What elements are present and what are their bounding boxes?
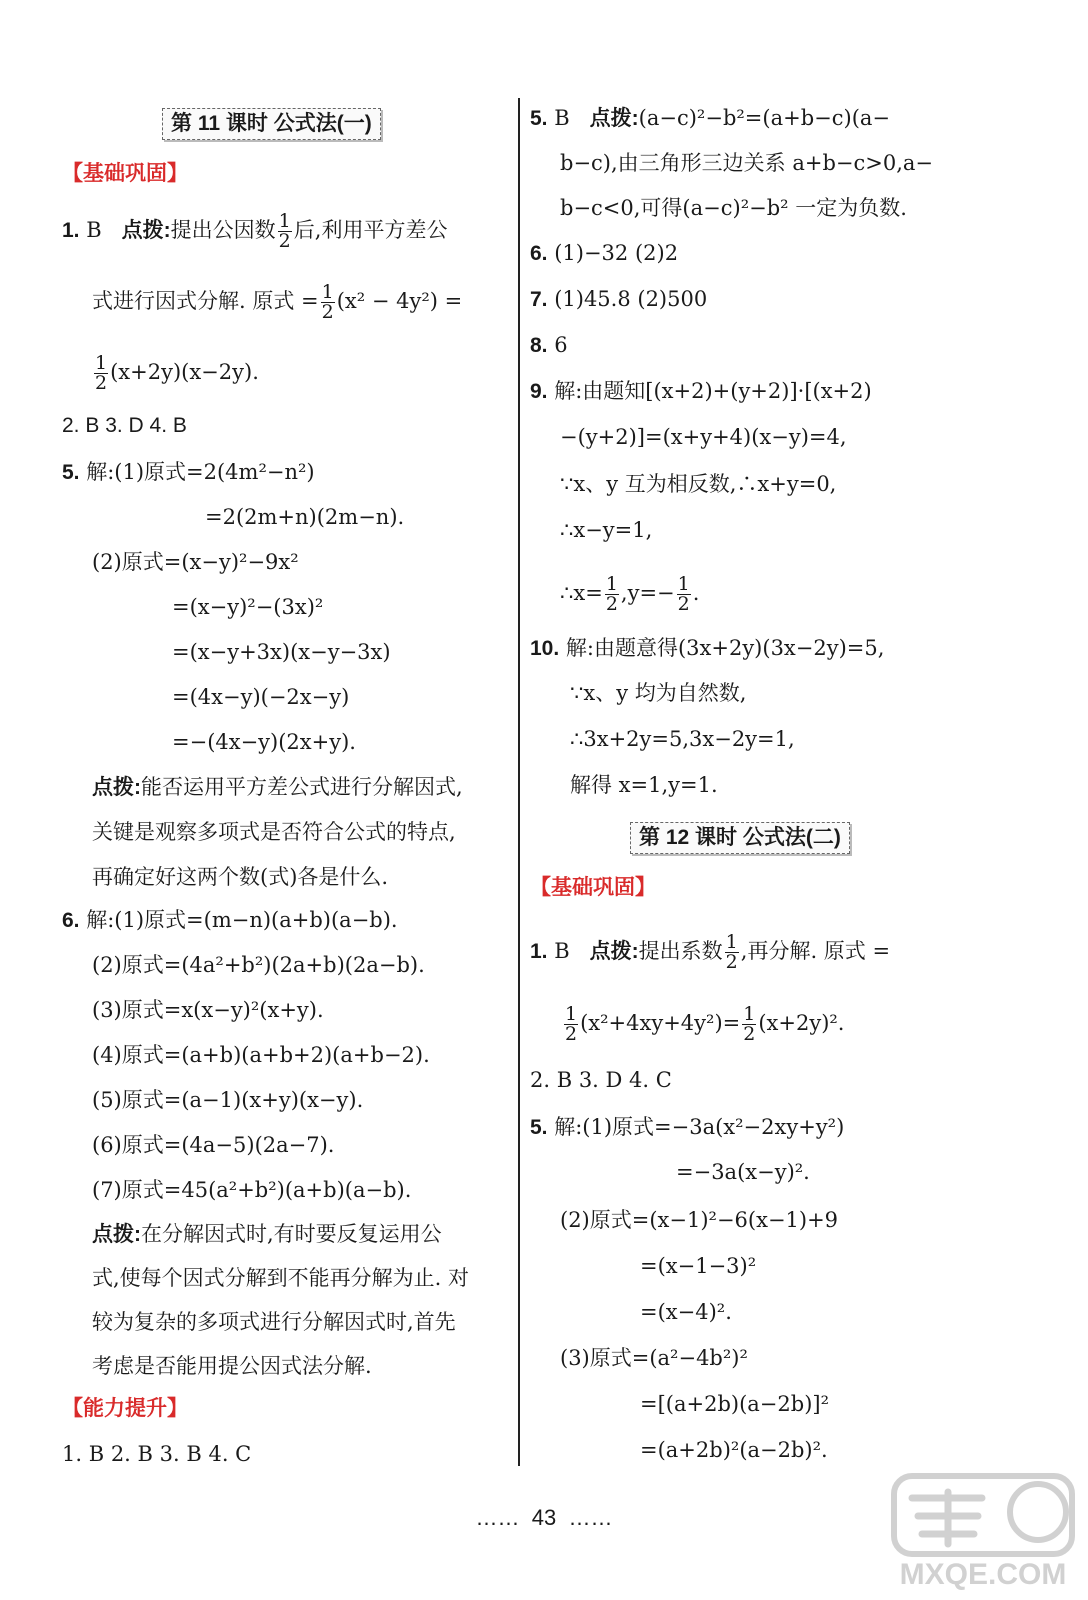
answer-r5-line: b−c<0,可得(a−c)²−b² 一定为负数. [560,196,907,220]
answer-6-tip: 考虑是否能用提公因式法分解. [92,1354,372,1378]
answer-r9-line: ∴x−y=1, [560,518,653,542]
answer-6-item: (5)原式=(a−1)(x+y)(x−y). [92,1088,364,1112]
answer-r5: 5. B 点拨:(a−c)²−b²=(a+b−c)(a− [530,106,891,130]
answer-s5: 5. 解:(1)原式=−3a(x²−2xy+y²) [530,1115,845,1139]
answer-r10: 10. 解:由题意得(3x+2y)(3x−2y)=5, [530,636,885,660]
answer-s5-step: =[(a+2b)(a−2b)]² [640,1392,830,1416]
answer-6: 6. 解:(1)原式=(m−n)(a+b)(a−b). [62,908,398,932]
answer-r5-line: b−c),由三角形三边关系 a+b−c>0,a− [560,151,934,175]
answer-s5-step: =(x−1−3)² [640,1254,757,1278]
answer-5-step: (2)原式=(x−y)²−9x² [92,550,299,574]
column-divider [518,98,520,1466]
fraction-half: $\frac{1}{2}$ [321,281,334,323]
answer-r8: 8. 6 [530,333,568,357]
answer-5-tip: 关键是观察多项式是否符合公式的特点, [92,820,456,844]
answers-s2-4: 2. B 3. D 4. C [530,1068,672,1092]
answer-6-item: (4)原式=(a+b)(a+b+2)(a+b−2). [92,1043,430,1067]
answer-r7: 7. (1)45.8 (2)500 [530,287,708,311]
answer-6-item: (7)原式=45(a²+b²)(a+b)(a−b). [92,1178,412,1202]
section-heading-advanced: 【能力提升】 [62,1397,188,1420]
fraction-half: $\frac{1}{2}$ [605,573,618,615]
answer-6-tip: 较为复杂的多项式进行分解因式时,首先 [92,1310,456,1334]
watermark-logo [888,1472,1078,1592]
fraction-half: $\frac{1}{2}$ [95,352,108,394]
answer-s1: 1. B 点拨:提出系数 $\frac{1}{2}$ ,再分解. 原式 = [530,931,891,973]
answer-5-tip: 再确定好这两个数(式)各是什么. [92,865,389,889]
fraction-half: $\frac{1}{2}$ [278,210,291,252]
answer-s1-line2: $\frac{1}{2}$ (x²+4xy+4y²)= $\frac{1}{2}$ (x+2y)². [565,1003,845,1045]
answer-r9-line: ∴x= $\frac{1}{2}$ ,y=− $\frac{1}{2}$ . [560,573,700,615]
section-heading-basic-2: 【基础巩固】 [530,876,656,899]
answer-s5-step: =(a+2b)²(a−2b)². [640,1438,828,1462]
page-footer: …… 43 …… [475,1505,613,1530]
fraction-half: $\frac{1}{2}$ [677,573,690,615]
answer-5-step: =−(4x−y)(2x+y). [172,730,356,754]
answer-r10-line: ∴3x+2y=5,3x−2y=1, [570,727,795,751]
answer-1: 1. B 点拨:提出公因数 $\frac{1}{2}$ 后,利用平方差公 [62,210,448,252]
answers-2-4: 2. B 3. D 4. B [62,414,187,437]
answer-s5-step: =(x−4)². [640,1300,732,1324]
answer-6-tip: 式,使每个因式分解到不能再分解为止. 对 [92,1266,470,1290]
section-heading-basic: 【基础巩固】 [62,162,188,185]
svg-text:MXQE.COM: MXQE.COM [899,1558,1067,1591]
answer-s5-step: =−3a(x−y)². [676,1160,810,1184]
answer-5: 5. 解:(1)原式=2(4m²−n²) [62,460,315,484]
answer-6-item: (6)原式=(4a−5)(2a−7). [92,1133,335,1157]
answer-r10-line: 解得 x=1,y=1. [570,773,718,797]
answer-6-item: (3)原式=x(x−y)²(x+y). [92,998,324,1022]
answer-s5-step: (2)原式=(x−1)²−6(x−1)+9 [560,1208,839,1232]
answer-r9-line: −(y+2)]=(x+y+4)(x−y)=4, [560,425,847,449]
answer-s5-step: (3)原式=(a²−4b²)² [560,1346,748,1370]
fraction-half: $\frac{1}{2}$ [565,1003,578,1045]
lesson-title-12: 第 12 课时 公式法(二) [630,822,850,854]
answer-r6: 6. (1)−32 (2)2 [530,241,679,265]
answer-5-step: =(4x−y)(−2x−y) [172,685,350,709]
answer-6-item: (2)原式=(4a²+b²)(2a+b)(2a−b). [92,953,425,977]
page-number: 43 [531,1505,557,1530]
answer-r9: 9. 解:由题知[(x+2)+(y+2)]·[(x+2) [530,379,872,403]
answer-5-step: =(x−y+3x)(x−y−3x) [172,640,391,664]
answers-advanced: 1. B 2. B 3. B 4. C [62,1442,252,1466]
answer-5-step: =2(2m+n)(2m−n). [205,505,405,529]
answer-5-step: =(x−y)²−(3x)² [172,595,324,619]
answer-1-line3: $\frac{1}{2}$ (x+2y)(x−2y). [95,352,259,394]
fraction-half: $\frac{1}{2}$ [743,1003,756,1045]
answer-r9-line: ∵x、y 互为相反数,∴x+y=0, [560,472,837,496]
answer-1-line2: 式进行因式分解. 原式 = $\frac{1}{2}$ (x² − 4y²) = [92,281,463,323]
answer-6-tip: 点拨:在分解因式时,有时要反复运用公 [92,1222,442,1246]
answer-r10-line: ∵x、y 均为自然数, [570,681,747,705]
lesson-title-11: 第 11 课时 公式法(一) [162,108,381,140]
answer-5-tip: 点拨:能否运用平方差公式进行分解因式, [92,775,463,799]
fraction-half: $\frac{1}{2}$ [725,931,738,973]
